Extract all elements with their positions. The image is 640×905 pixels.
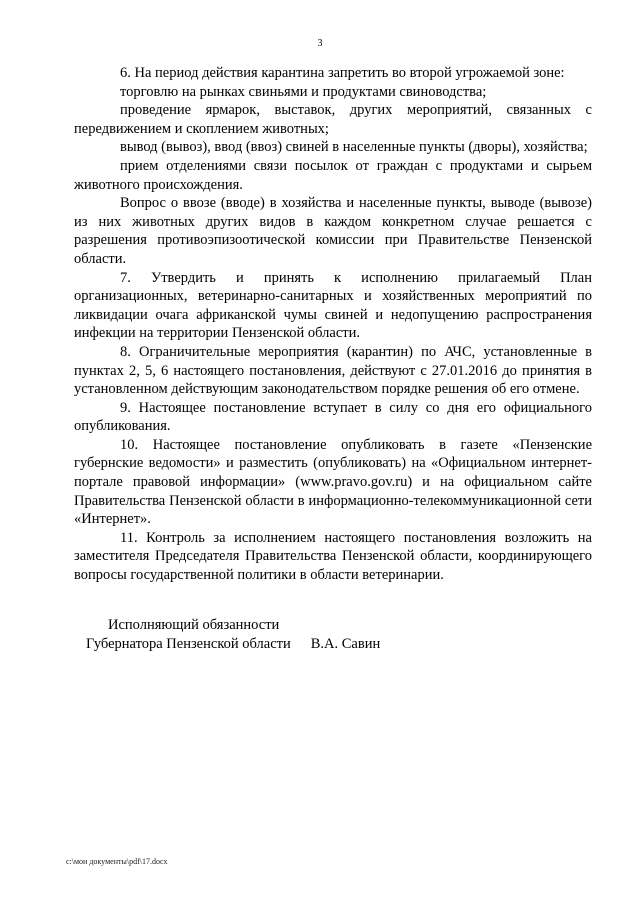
- paragraph-pig-movement: вывод (вывоз), ввод (ввоз) свиней в населенные пункты (дворы), хозяйства;: [120, 139, 588, 156]
- page-number: 3: [317, 38, 323, 49]
- paragraph-fairs: проведение ярмарок, выставок, других мероприятий, связанных с передвижением и скоплением животных;: [74, 102, 592, 137]
- paragraph-item-7: 7. Утвердить и принять к исполнению прилагаемый План организационных, ветеринарно-санитарных и хозяйственных мероприятий по ликвидации очага африканской чумы свиней и недопущению распространения инфекции на территории Пензенской области.: [74, 269, 592, 342]
- paragraph-other-animals: Вопрос о ввозе (вводе) в хозяйства и населенные пункты, выводе (вывозе) из них животных других видов в каждом конкретном случае решается с разрешения противоэпизоотической комиссии при Правительстве Пензенской области.: [74, 195, 592, 267]
- paragraph-item-11: 11. Контроль за исполнением настоящего постановления возложить на заместителя Председателя Правительства Пензенской области, координирующего вопросы государственной политики в области ветеринарии.: [74, 529, 592, 584]
- signature-title-line2: [86, 635, 380, 654]
- signature-name: В.А. Савин: [310, 636, 381, 652]
- paragraph-item-8: 8. Ограничительные мероприятия (карантин) по АЧС, установленные в пунктах 2, 5, 6 настоящего постановления, действуют с 27.01.2016 до принятия в установленном действующим законодательством порядке решения об его отмене.: [74, 343, 592, 398]
- file-path-footer: c:\мои документы\pdf\17.docx: [66, 857, 168, 866]
- paragraph-markets-trade: торговлю на рынках свиньями и продуктами свиноводства;: [120, 83, 487, 100]
- paragraph-item-10: 10. Настоящее постановление опубликовать в газете «Пензенские губернские ведомости» и разместить (опубликовать) на «Официальном интернет-портале правовой информации» (www.pravo.gov.ru) и на официальном сайте Правительства Пензенской области в информационно-телекоммуникационной сети «Интернет».: [74, 436, 592, 528]
- document-body: [74, 64, 592, 585]
- signature-position: Губернатора Пензенской области: [86, 636, 291, 652]
- signature-block: [86, 616, 380, 654]
- paragraph-item-6: 6. На период действия карантина запретить во второй угрожаемой зоне:: [120, 65, 565, 81]
- paragraph-item-9: 9. Настоящее постановление вступает в силу со дня его официального опубликования.: [74, 399, 592, 435]
- paragraph-postal-parcels: прием отделениями связи посылок от граждан с продуктами и сырьем животного происхождения.: [74, 157, 592, 193]
- signature-title-line1: Исполняющий обязанности: [108, 617, 280, 633]
